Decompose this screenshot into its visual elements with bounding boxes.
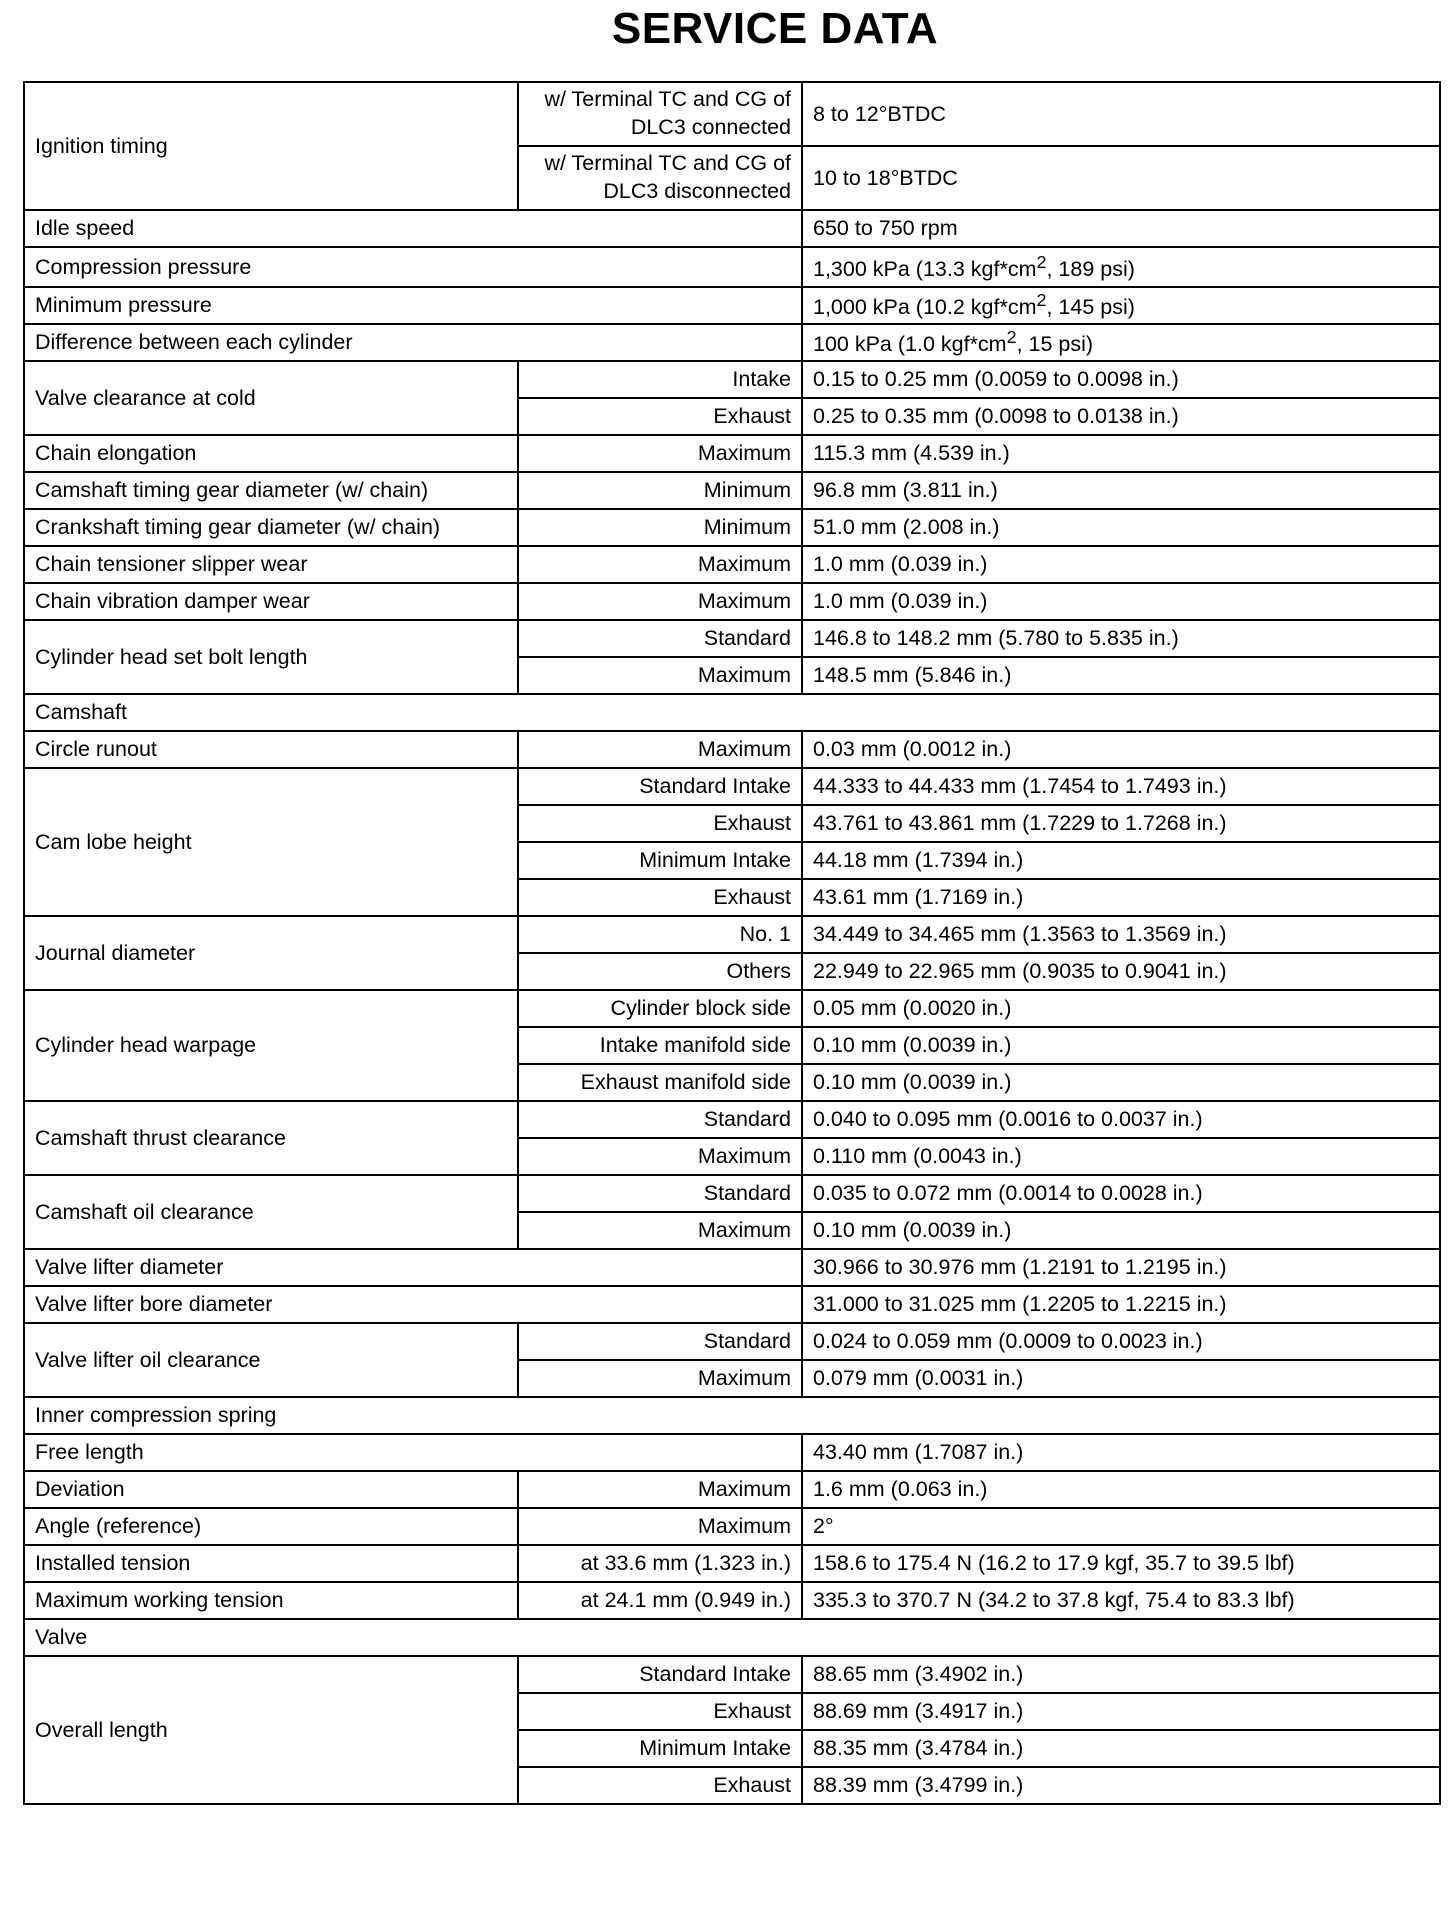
table-row: [24, 1508, 1440, 1545]
table-row: [24, 1249, 1440, 1286]
spec-condition: Minimum Intake: [518, 1730, 802, 1767]
spec-condition: No. 1: [518, 916, 802, 953]
spec-condition: w/ Terminal TC and CG of DLC3 disconnected: [518, 146, 802, 210]
section-row: [24, 1619, 1440, 1656]
spec-condition: Minimum: [518, 472, 802, 509]
spec-condition: Standard: [518, 620, 802, 657]
spec-value: 51.0 mm (2.008 in.): [802, 509, 1440, 546]
spec-label: Chain tensioner slipper wear: [24, 546, 518, 583]
spec-value: 335.3 to 370.7 N (34.2 to 37.8 kgf, 75.4 to 83.3 lbf): [802, 1582, 1440, 1619]
table-row: [24, 1175, 1440, 1212]
spec-condition: Intake: [518, 361, 802, 398]
spec-value: 148.5 mm (5.846 in.): [802, 657, 1440, 694]
spec-label: Camshaft timing gear diameter (w/ chain): [24, 472, 518, 509]
spec-condition: Standard: [518, 1101, 802, 1138]
spec-condition: Cylinder block side: [518, 990, 802, 1027]
spec-label: Cam lobe height: [24, 768, 518, 916]
spec-condition: Exhaust manifold side: [518, 1064, 802, 1101]
spec-value: 0.25 to 0.35 mm (0.0098 to 0.0138 in.): [802, 398, 1440, 435]
spec-label: Ignition timing: [24, 82, 518, 210]
spec-value: 8 to 12°BTDC: [802, 82, 1440, 146]
page-title: SERVICE DATA: [611, 4, 939, 53]
spec-value: 44.18 mm (1.7394 in.): [802, 842, 1440, 879]
table-row: [24, 1582, 1440, 1619]
spec-condition: Exhaust: [518, 398, 802, 435]
spec-condition: Maximum: [518, 1212, 802, 1249]
spec-label: Compression pressure: [24, 247, 802, 287]
spec-value: 146.8 to 148.2 mm (5.780 to 5.835 in.): [802, 620, 1440, 657]
spec-condition: Standard Intake: [518, 1656, 802, 1693]
spec-condition: Maximum: [518, 657, 802, 694]
table-row: [24, 1323, 1440, 1360]
spec-label: Valve lifter oil clearance: [24, 1323, 518, 1397]
spec-value: 0.079 mm (0.0031 in.): [802, 1360, 1440, 1397]
spec-value: 0.10 mm (0.0039 in.): [802, 1027, 1440, 1064]
table-row: [24, 546, 1440, 583]
table-row: [24, 210, 1440, 247]
spec-condition: at 33.6 mm (1.323 in.): [518, 1545, 802, 1582]
table-row: [24, 1471, 1440, 1508]
spec-label: Minimum pressure: [24, 287, 802, 324]
spec-label: Camshaft thrust clearance: [24, 1101, 518, 1175]
spec-value: 2°: [802, 1508, 1440, 1545]
spec-label: Camshaft oil clearance: [24, 1175, 518, 1249]
spec-label: Cylinder head warpage: [24, 990, 518, 1101]
spec-label: Angle (reference): [24, 1508, 518, 1545]
spec-value: 0.03 mm (0.0012 in.): [802, 731, 1440, 768]
spec-label: Valve clearance at cold: [24, 361, 518, 435]
spec-condition: Maximum: [518, 1508, 802, 1545]
spec-label: Deviation: [24, 1471, 518, 1508]
spec-label: Chain elongation: [24, 435, 518, 472]
table-row: [24, 1286, 1440, 1323]
spec-label: Circle runout: [24, 731, 518, 768]
spec-value: 88.69 mm (3.4917 in.): [802, 1693, 1440, 1730]
spec-condition: Maximum: [518, 731, 802, 768]
spec-value: 1.6 mm (0.063 in.): [802, 1471, 1440, 1508]
spec-value: 0.035 to 0.072 mm (0.0014 to 0.0028 in.): [802, 1175, 1440, 1212]
spec-condition: Maximum: [518, 1471, 802, 1508]
spec-condition: Exhaust: [518, 805, 802, 842]
spec-condition: w/ Terminal TC and CG of DLC3 connected: [518, 82, 802, 146]
spec-value: 43.40 mm (1.7087 in.): [802, 1434, 1440, 1471]
table-row: [24, 1434, 1440, 1471]
table-row: [24, 435, 1440, 472]
spec-value: 22.949 to 22.965 mm (0.9035 to 0.9041 in.): [802, 953, 1440, 990]
table-row: [24, 583, 1440, 620]
table-row: [24, 1656, 1440, 1693]
spec-value: 0.15 to 0.25 mm (0.0059 to 0.0098 in.): [802, 361, 1440, 398]
spec-condition: Maximum: [518, 1138, 802, 1175]
spec-value: 100 kPa (1.0 $kgf*cm^2$, 15 psi): [802, 324, 1440, 361]
spec-condition: Standard Intake: [518, 768, 802, 805]
spec-label: Maximum working tension: [24, 1582, 518, 1619]
spec-label: Cylinder head set bolt length: [24, 620, 518, 694]
spec-value: 158.6 to 175.4 N (16.2 to 17.9 kgf, 35.7 to 39.5 lbf): [802, 1545, 1440, 1582]
table-row: [24, 768, 1440, 805]
spec-value: 0.024 to 0.059 mm (0.0009 to 0.0023 in.): [802, 1323, 1440, 1360]
table-row: [24, 731, 1440, 768]
superscript: 2: [1006, 327, 1017, 348]
spec-value: 1.0 mm (0.039 in.): [802, 583, 1440, 620]
spec-condition: Exhaust: [518, 879, 802, 916]
spec-value: 1,300 kPa (13.3 $kgf*cm^2$, 189 psi): [802, 247, 1440, 287]
spec-value: 650 to 750 rpm: [802, 210, 1440, 247]
spec-condition: Minimum: [518, 509, 802, 546]
spec-condition: Standard: [518, 1323, 802, 1360]
spec-value: 0.05 mm (0.0020 in.): [802, 990, 1440, 1027]
table-row: [24, 324, 1440, 361]
spec-value: 88.39 mm (3.4799 in.): [802, 1767, 1440, 1804]
spec-condition: Maximum: [518, 583, 802, 620]
spec-label: Idle speed: [24, 210, 802, 247]
section-row: [24, 1397, 1440, 1434]
table-row: [24, 247, 1440, 287]
spec-value: 96.8 mm (3.811 in.): [802, 472, 1440, 509]
section-heading: Valve: [24, 1619, 1440, 1656]
spec-condition: Minimum Intake: [518, 842, 802, 879]
table-row: [24, 82, 1440, 146]
table-row: [24, 361, 1440, 398]
spec-value: 1.0 mm (0.039 in.): [802, 546, 1440, 583]
spec-value: 88.65 mm (3.4902 in.): [802, 1656, 1440, 1693]
spec-value: 0.10 mm (0.0039 in.): [802, 1212, 1440, 1249]
superscript: 2: [1036, 290, 1047, 311]
spec-condition: Others: [518, 953, 802, 990]
spec-value: 0.040 to 0.095 mm (0.0016 to 0.0037 in.): [802, 1101, 1440, 1138]
table-row: [24, 287, 1440, 324]
spec-condition: at 24.1 mm (0.949 in.): [518, 1582, 802, 1619]
spec-label: Valve lifter bore diameter: [24, 1286, 802, 1323]
table-row: [24, 620, 1440, 657]
section-heading: Camshaft: [24, 694, 1440, 731]
spec-condition: Maximum: [518, 546, 802, 583]
section-heading: Inner compression spring: [24, 1397, 1440, 1434]
spec-condition: Maximum: [518, 1360, 802, 1397]
spec-value: 115.3 mm (4.539 in.): [802, 435, 1440, 472]
spec-value: 1,000 kPa (10.2 $kgf*cm^2$, 145 psi): [802, 287, 1440, 324]
spec-value: 0.110 mm (0.0043 in.): [802, 1138, 1440, 1175]
table-row: [24, 472, 1440, 509]
table-row: [24, 990, 1440, 1027]
spec-value: 31.000 to 31.025 mm (1.2205 to 1.2215 in.): [802, 1286, 1440, 1323]
table-row: [24, 1545, 1440, 1582]
spec-condition: Maximum: [518, 435, 802, 472]
spec-condition: Standard: [518, 1175, 802, 1212]
spec-value: 43.761 to 43.861 mm (1.7229 to 1.7268 in.): [802, 805, 1440, 842]
service-data-table: [23, 81, 1441, 1805]
spec-value: 43.61 mm (1.7169 in.): [802, 879, 1440, 916]
spec-condition: Exhaust: [518, 1693, 802, 1730]
spec-label: Overall length: [24, 1656, 518, 1804]
spec-condition: Intake manifold side: [518, 1027, 802, 1064]
spec-value: 30.966 to 30.976 mm (1.2191 to 1.2195 in.): [802, 1249, 1440, 1286]
spec-label: Free length: [24, 1434, 802, 1471]
spec-value: 10 to 18°BTDC: [802, 146, 1440, 210]
spec-label: Installed tension: [24, 1545, 518, 1582]
spec-value: 44.333 to 44.433 mm (1.7454 to 1.7493 in.): [802, 768, 1440, 805]
spec-value: 88.35 mm (3.4784 in.): [802, 1730, 1440, 1767]
spec-label: Valve lifter diameter: [24, 1249, 802, 1286]
table-row: [24, 916, 1440, 953]
spec-label: Chain vibration damper wear: [24, 583, 518, 620]
spec-label: Difference between each cylinder: [24, 324, 802, 361]
section-row: [24, 694, 1440, 731]
table-row: [24, 509, 1440, 546]
spec-value: 34.449 to 34.465 mm (1.3563 to 1.3569 in.): [802, 916, 1440, 953]
table-row: [24, 1101, 1440, 1138]
spec-value: 0.10 mm (0.0039 in.): [802, 1064, 1440, 1101]
spec-label: Crankshaft timing gear diameter (w/ chain): [24, 509, 518, 546]
superscript: 2: [1036, 251, 1047, 272]
spec-condition: Exhaust: [518, 1767, 802, 1804]
spec-label: Journal diameter: [24, 916, 518, 990]
